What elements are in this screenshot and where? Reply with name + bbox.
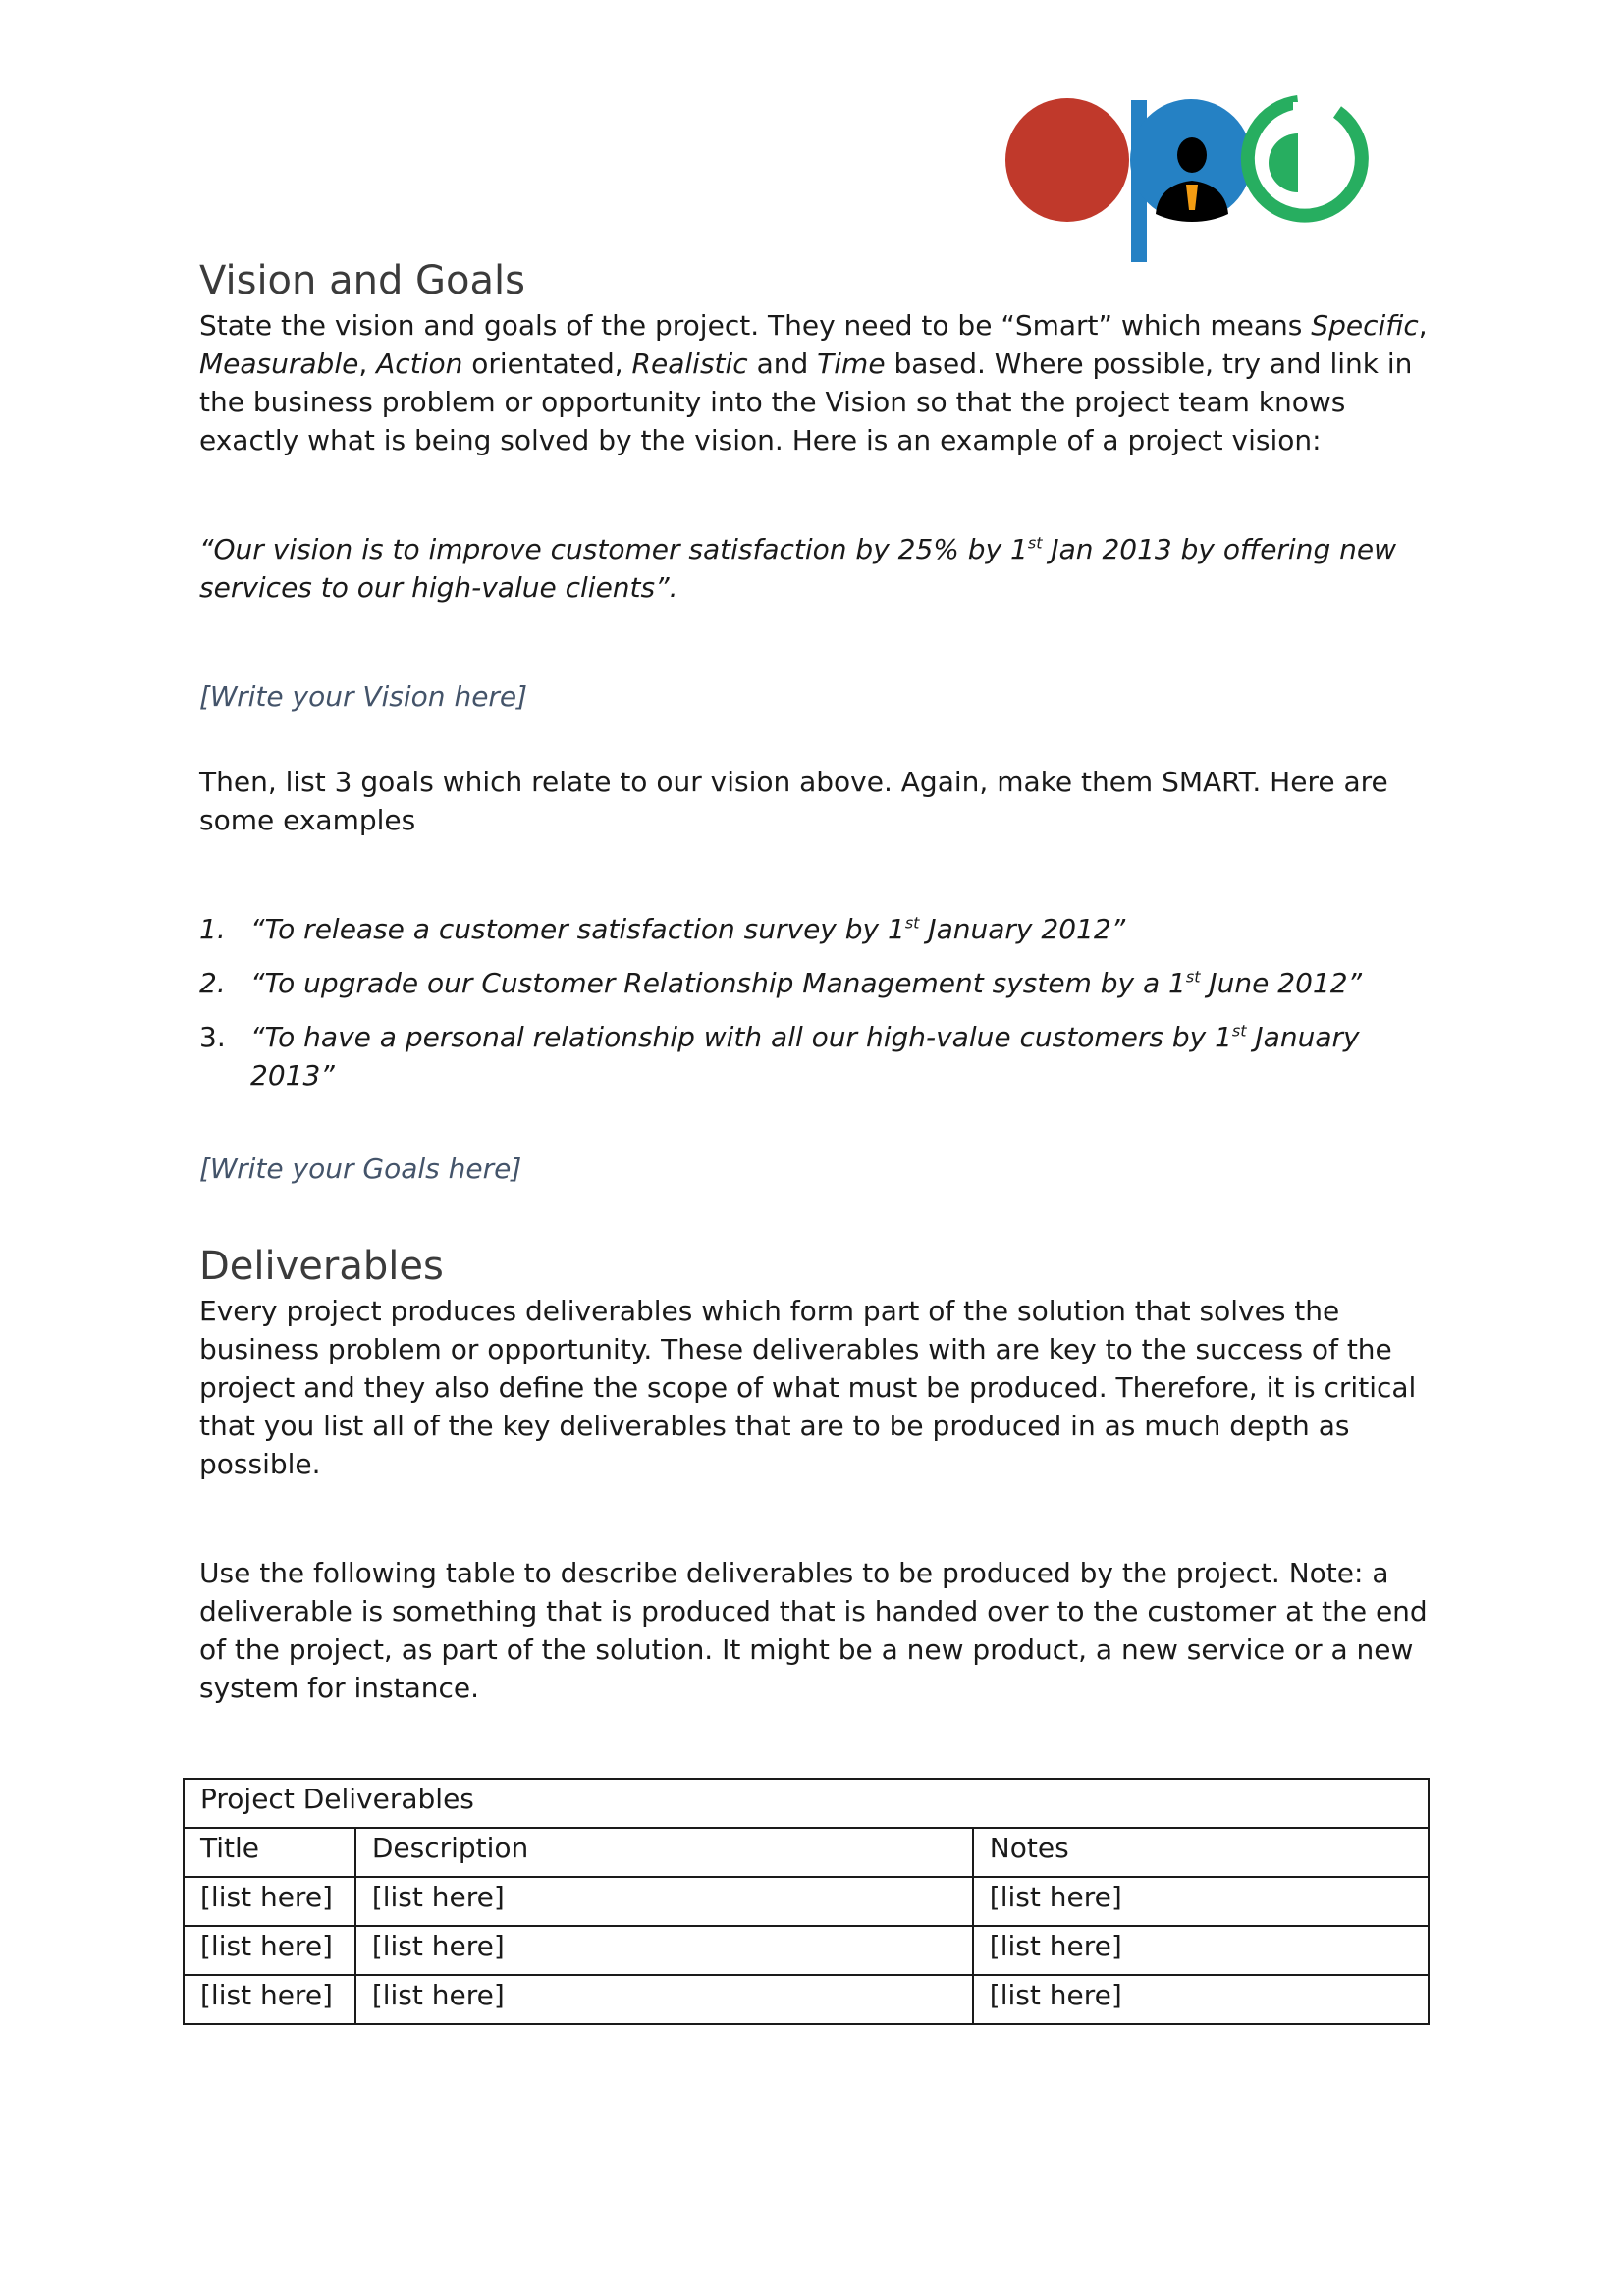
intro-comma: , (358, 347, 377, 380)
table-cell[interactable]: [list here] (355, 1877, 973, 1926)
column-header-notes: Notes (973, 1828, 1429, 1877)
vision-intro-paragraph (199, 306, 1429, 459)
list-number: 2. (199, 967, 226, 999)
term-realistic: Realistic (631, 347, 748, 380)
opd-logo (1003, 94, 1377, 267)
goal-text: “To upgrade our Customer Relationship Management system by a 1 (250, 967, 1186, 999)
goal-text: January 2012” (919, 913, 1126, 945)
table-cell[interactable]: [list here] (973, 1926, 1429, 1975)
table-cell[interactable]: [list here] (355, 1975, 973, 2024)
ordinal-suffix: st (1027, 533, 1043, 553)
deliverables-section (199, 1241, 1429, 2025)
deliverables-paragraph-2: Use the following table to describe deliverables to be produced by the project. Note: a deliverable is something that is produced that is handed over to the customer at the end of the project, as part of the solution. It might be a new product, a new service or a new system for instance. (199, 1557, 1428, 1704)
table-caption: Project Deliverables (184, 1779, 1429, 1828)
goals-placeholder[interactable]: [Write your Goals here] (199, 1152, 522, 1185)
quote-text: Jan 2013 by offering new services to our high-value clients”. (199, 533, 1396, 604)
column-header-title: Title (184, 1828, 355, 1877)
table-cell[interactable]: [list here] (184, 1877, 355, 1926)
table-cell[interactable]: [list here] (184, 1975, 355, 2024)
table-row (184, 1926, 1429, 1975)
term-time: Time (817, 347, 886, 380)
intro-text: State the vision and goals of the project. They need to be “Smart” which means (199, 309, 1312, 342)
list-number: 1. (199, 913, 226, 945)
table-row (184, 1975, 1429, 2024)
intro-text: and (747, 347, 818, 380)
ordinal-suffix: st (1231, 1021, 1247, 1041)
goal-text: January 2013” (250, 1021, 1360, 1092)
table-caption-row (184, 1779, 1429, 1828)
goal-text: “To have a personal relationship with all our high-value customers by 1 (250, 1021, 1232, 1053)
document-content (199, 255, 1429, 2025)
table-row (184, 1877, 1429, 1926)
goals-intro-paragraph: Then, list 3 goals which relate to our vision above. Again, make them SMART. Here are some examples (199, 766, 1388, 836)
logo-green-ring (1248, 102, 1362, 216)
list-item (199, 910, 1429, 948)
goal-text: June 2012” (1200, 967, 1363, 999)
ordinal-suffix: st (1185, 967, 1201, 987)
quote-text: “Our vision is to improve customer satisfaction by 25% by 1 (199, 533, 1028, 565)
intro-text: orientated, (462, 347, 632, 380)
deliverables-paragraph-1: Every project produces deliverables which form part of the solution that solves the business problem or opportunity. These deliverables with are key to the success of the project and they also define the scope of what must be produced. Therefore, it is critical that you list all of the key deliverables that are to be produced in as much depth as possible. (199, 1295, 1417, 1480)
intro-text: based. Where possible, try and link in the business problem or opportunity into the Vision so that the project team knows exactly what is being solved by the vision. Here is an example of a project vision: (199, 347, 1413, 456)
list-item (199, 1018, 1429, 1095)
section-heading-vision-goals: Vision and Goals (199, 258, 525, 303)
column-header-description: Description (355, 1828, 973, 1877)
list-item (199, 964, 1429, 1002)
deliverables-table (183, 1778, 1430, 2025)
table-cell[interactable]: [list here] (973, 1975, 1429, 2024)
goal-text: “To release a customer satisfaction survey by 1 (250, 913, 905, 945)
logo-red-circle (1005, 98, 1129, 222)
intro-comma: , (1418, 309, 1428, 342)
table-cell[interactable]: [list here] (184, 1926, 355, 1975)
table-cell[interactable]: [list here] (973, 1877, 1429, 1926)
term-specific: Specific (1311, 309, 1419, 342)
vision-example-quote (199, 530, 1429, 607)
table-header-row (184, 1828, 1429, 1877)
list-number: 3. (199, 1021, 226, 1053)
vision-placeholder[interactable]: [Write your Vision here] (199, 680, 528, 713)
section-heading-deliverables: Deliverables (199, 1244, 444, 1289)
table-cell[interactable]: [list here] (355, 1926, 973, 1975)
goals-list (199, 910, 1429, 1095)
term-measurable: Measurable (199, 347, 359, 380)
ordinal-suffix: st (904, 913, 920, 933)
term-action: Action (376, 347, 463, 380)
